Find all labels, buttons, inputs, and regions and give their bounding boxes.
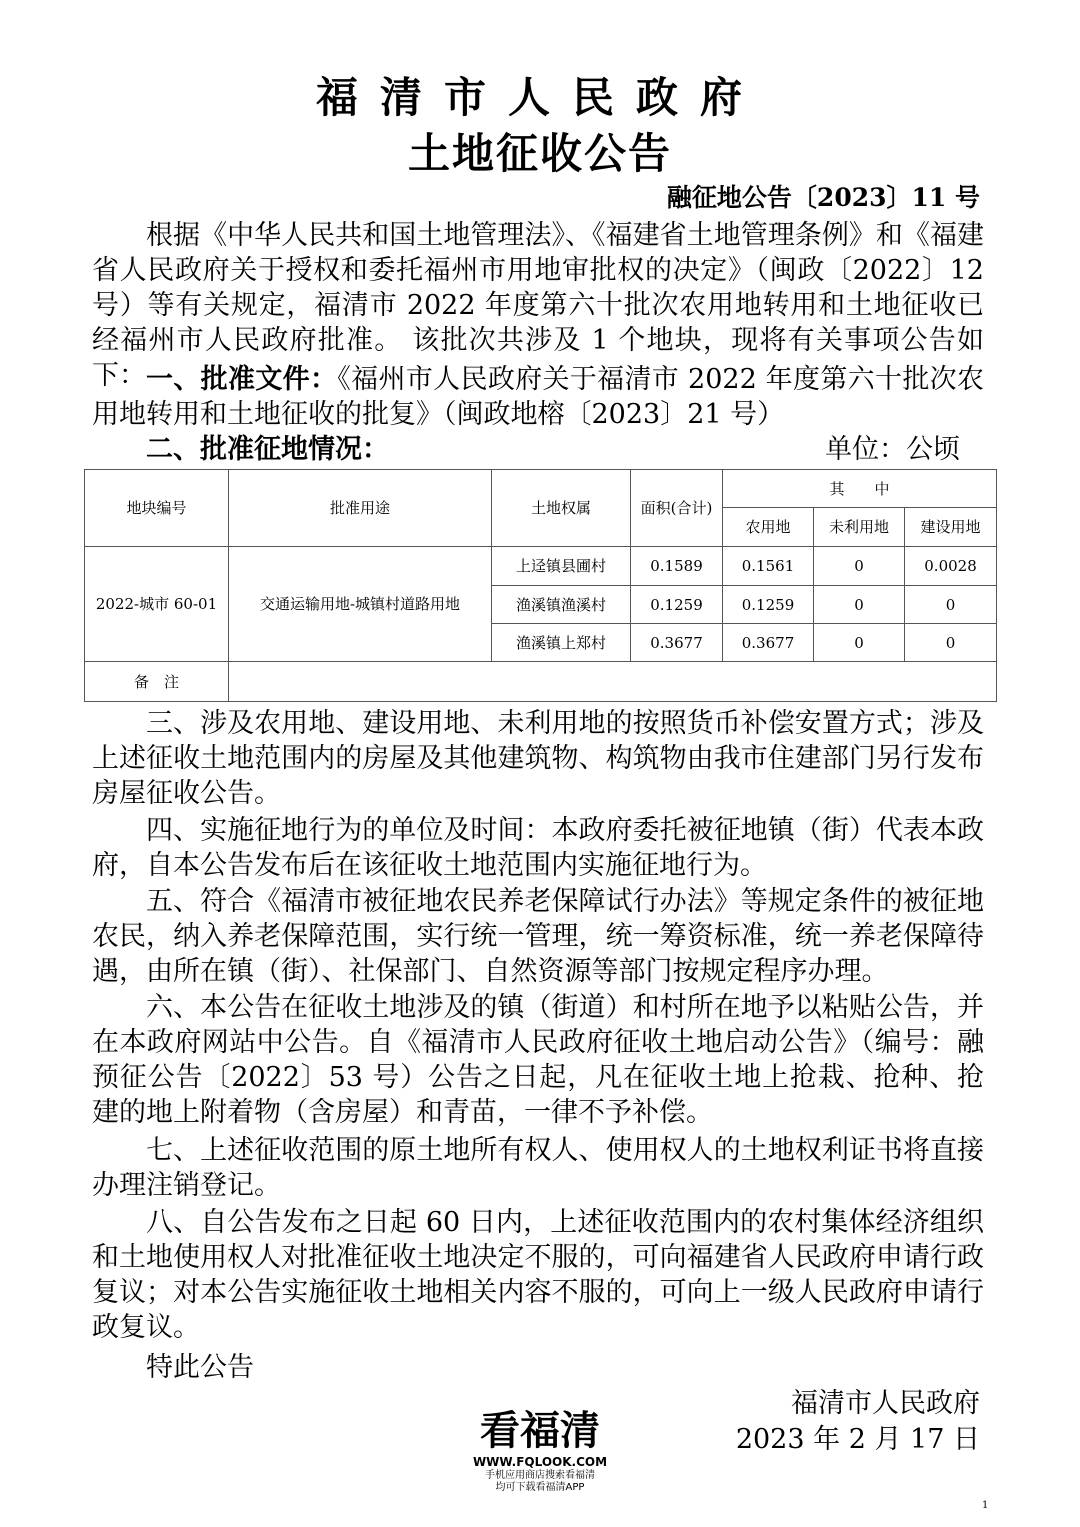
signature-date: 2023 年 2 月 17 日 bbox=[735, 1424, 980, 1455]
section-7-paragraph: 七、上述征收范围的原土地所有权人、使用权人的土地权利证书将直接办理注销登记。 bbox=[92, 1135, 984, 1201]
watermark-url: WWW.FQLOOK.COM bbox=[472, 1455, 608, 1469]
remarks-label: 备 注 bbox=[85, 662, 229, 702]
section-2-heading: 二、批准征地情况： bbox=[146, 434, 389, 465]
cell-ownership: 渔溪镇上郑村 bbox=[492, 624, 631, 662]
header-ownership: 土地权属 bbox=[492, 470, 631, 547]
section-4-paragraph: 四、实施征地行为的单位及时间：本政府委托被征地镇（街）代表本政府，自本公告发布后在该征收土地范围内实施征地行为。 bbox=[92, 815, 984, 881]
header-unused: 未利用地 bbox=[814, 508, 905, 547]
cell-unused: 0 bbox=[814, 586, 905, 624]
section-5-paragraph: 五、符合《福清市被征地农民养老保障试行办法》等规定条件的被征地农民，纳入养老保障范围，实行统一管理，统一筹资标准，统一养老保障待遇，由所在镇（街）、社保部门、自然资源等部门按规定程序办理。 bbox=[92, 886, 984, 987]
header-area-total: 面积(合计) bbox=[631, 470, 723, 547]
section-6-paragraph: 六、本公告在征收土地涉及的镇（街道）和村所在地予以粘贴公告，并在本政府网站中公告。自《福清市人民政府征收土地启动公告》（编号：融预征公告〔2022〕53 号）公告之日起，凡在征收土地上抢栽、抢种、抢建的地上附着物（含房屋）和青苗，一律不予补偿。 bbox=[92, 992, 984, 1128]
watermark-line-2: 均可下载看福清APP bbox=[495, 1482, 585, 1493]
cell-area-total: 0.1589 bbox=[631, 547, 723, 586]
unit-label: 单位：公顷 bbox=[825, 434, 960, 465]
cell-ownership: 渔溪镇渔溪村 bbox=[492, 586, 631, 624]
cell-construction: 0 bbox=[905, 586, 997, 624]
watermark-logo: 看福清 bbox=[480, 1408, 600, 1454]
page-number: 1 bbox=[982, 1500, 989, 1511]
cell-farmland: 0.1561 bbox=[723, 547, 814, 586]
cell-unused: 0 bbox=[814, 624, 905, 662]
document-number: 融征地公告〔2023〕11 号 bbox=[666, 183, 980, 212]
table-row bbox=[85, 547, 997, 586]
remarks-value bbox=[229, 662, 997, 702]
header-farmland: 农用地 bbox=[723, 508, 814, 547]
header-usage: 批准用途 bbox=[229, 470, 492, 547]
watermark bbox=[460, 1408, 620, 1494]
header-of-which: 其 中 bbox=[723, 470, 997, 508]
cell-construction: 0.0028 bbox=[905, 547, 997, 586]
cell-construction: 0 bbox=[905, 624, 997, 662]
issuer-title: 福清市人民政府 bbox=[315, 73, 764, 122]
cell-usage: 交通运输用地-城镇村道路用地 bbox=[229, 547, 492, 662]
cell-area-total: 0.3677 bbox=[631, 624, 723, 662]
section-8-paragraph: 八、自公告发布之日起 60 日内，上述征收范围内的农村集体经济组织和土地使用权人对批准征收土地决定不服的，可向福建省人民政府申请行政复议；对本公告实施征收土地相关内容不服的，可向上一级人民政府申请行政复议。 bbox=[92, 1207, 984, 1343]
cell-plot-no: 2022-城市 60-01 bbox=[85, 547, 229, 662]
section-1-heading: 一、批准文件： bbox=[146, 364, 338, 395]
cell-ownership: 上迳镇县圃村 bbox=[492, 547, 631, 586]
watermark-line-1: 手机应用商店搜索看福清 bbox=[485, 1470, 595, 1481]
header-plot-no: 地块编号 bbox=[85, 470, 229, 547]
cell-unused: 0 bbox=[814, 547, 905, 586]
closing-text: 特此公告 bbox=[146, 1352, 254, 1383]
intro-paragraph: 根据《中华人民共和国土地管理法》、《福建省土地管理条例》和《福建省人民政府关于授权和委托福州市用地审批权的决定》（闽政〔2022〕12 号）等有关规定，福清市 2022 年度第六十批次农用地转用和土地征收已经福州市人民政府批准。 该批次共涉及 1 个地块，现将有关事项公告如下： bbox=[92, 220, 984, 391]
section-1-paragraph bbox=[92, 362, 984, 432]
section-3-paragraph: 三、涉及农用地、建设用地、未利用地的按照货币补偿安置方式；涉及上述征收土地范围内的房屋及其他建筑物、构筑物由我市住建部门另行发布房屋征收公告。 bbox=[92, 708, 984, 809]
section-1-text: 《福州市人民政府关于福清市 2022 年度第六十批次农用地转用和土地征收的批复》（闽政地榕〔2023〕21 号） bbox=[92, 364, 984, 430]
signature-issuer: 福清市人民政府 bbox=[791, 1388, 980, 1419]
cell-farmland: 0.1259 bbox=[723, 586, 814, 624]
notice-title: 土地征收公告 bbox=[407, 129, 672, 178]
cell-area-total: 0.1259 bbox=[631, 586, 723, 624]
header-construction: 建设用地 bbox=[905, 508, 997, 547]
cell-farmland: 0.3677 bbox=[723, 624, 814, 662]
land-acquisition-table bbox=[84, 469, 997, 702]
